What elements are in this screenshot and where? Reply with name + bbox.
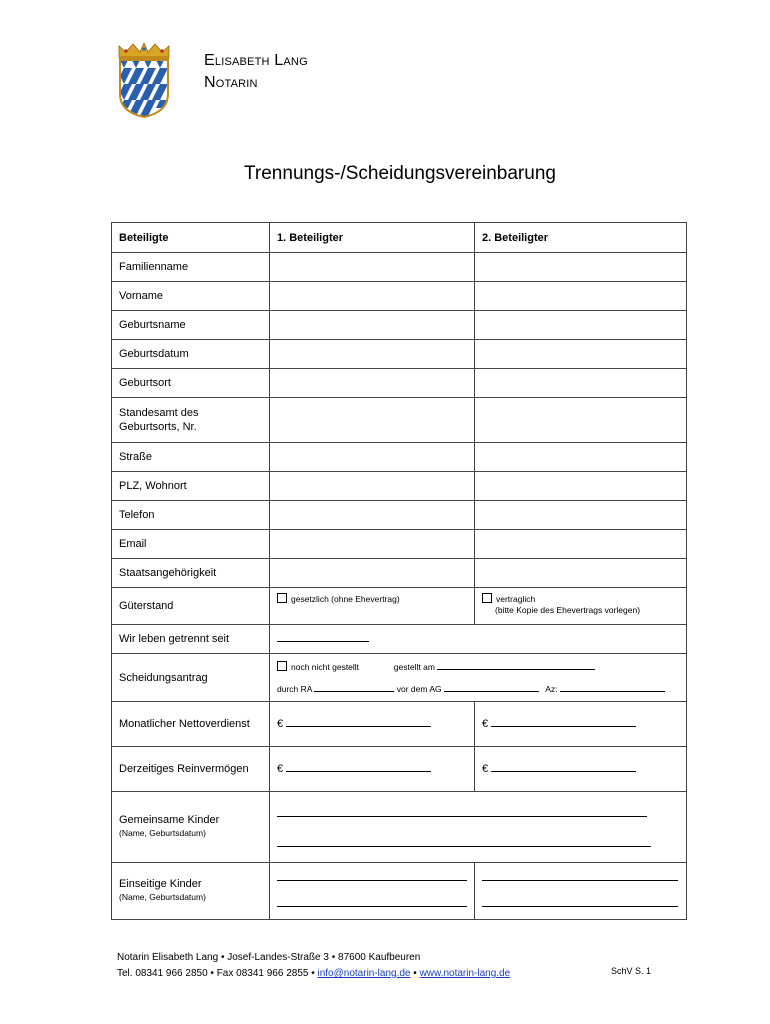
petition-not-filed-label: noch nicht gestellt bbox=[291, 661, 360, 672]
field-participant-1[interactable] bbox=[270, 340, 475, 369]
field-participant-1[interactable] bbox=[270, 443, 475, 472]
field-participant-2[interactable] bbox=[475, 501, 687, 530]
table-row bbox=[112, 530, 687, 559]
row-label: Geburtsname bbox=[112, 311, 270, 340]
row-label: Vorname bbox=[112, 282, 270, 311]
table-row bbox=[112, 559, 687, 588]
table-row bbox=[112, 369, 687, 398]
field-participant-2[interactable] bbox=[475, 398, 687, 443]
net-assets-row bbox=[112, 747, 687, 792]
separated-since-field[interactable] bbox=[270, 625, 687, 654]
net-assets-field-2[interactable] bbox=[475, 747, 687, 792]
gueterstand-label: Güterstand bbox=[112, 588, 270, 625]
row-label: Email bbox=[112, 530, 270, 559]
unilateral-children-field-2[interactable] bbox=[475, 863, 687, 920]
footer-phone-fax: Tel. 08341 966 2850 • Fax 08341 966 2855 • bbox=[117, 968, 318, 979]
field-participant-2[interactable] bbox=[475, 530, 687, 559]
footer-address: Notarin Elisabeth Lang • Josef-Landes-Straße 3 • 87600 Kaufbeuren bbox=[117, 952, 421, 963]
net-income-field-2[interactable] bbox=[475, 702, 687, 747]
row-label: Geburtsort bbox=[112, 369, 270, 398]
footer-contact bbox=[117, 966, 510, 982]
table-row bbox=[112, 501, 687, 530]
field-participant-2[interactable] bbox=[475, 559, 687, 588]
document-title: Trennungs-/Scheidungsvereinbarung bbox=[244, 163, 556, 184]
gueterstand-contract-note: (bitte Kopie des Ehevertrags vorlegen) bbox=[495, 605, 641, 615]
lawyer-field[interactable] bbox=[314, 691, 394, 692]
net-income-label: Monatlicher Nettoverdienst bbox=[112, 702, 270, 747]
footer-separator: • bbox=[410, 968, 420, 979]
table-row bbox=[112, 311, 687, 340]
lawyer-label: durch RA bbox=[277, 683, 312, 694]
divorce-petition-row bbox=[112, 654, 687, 702]
unilateral-children-label: Einseitige Kinder bbox=[119, 878, 202, 890]
euro-sign: € bbox=[277, 718, 284, 730]
net-income-row bbox=[112, 702, 687, 747]
field-participant-2[interactable] bbox=[475, 253, 687, 282]
case-number-label: Az: bbox=[545, 683, 558, 694]
header-participant-2: 2. Beteiligter bbox=[475, 223, 687, 253]
notary-name: Elisabeth Lang bbox=[204, 52, 308, 69]
bavarian-crest-icon bbox=[116, 42, 172, 118]
row-label: Geburtsdatum bbox=[112, 340, 270, 369]
common-children-row bbox=[112, 792, 687, 863]
table-row bbox=[112, 340, 687, 369]
gueterstand-cell-1 bbox=[270, 588, 475, 625]
field-participant-1[interactable] bbox=[270, 501, 475, 530]
header-participant-1: 1. Beteiligter bbox=[270, 223, 475, 253]
unilateral-children-label-cell bbox=[112, 863, 270, 920]
field-participant-1[interactable] bbox=[270, 282, 475, 311]
row-label: Staatsangehörigkeit bbox=[112, 559, 270, 588]
common-children-label: Gemeinsame Kinder bbox=[119, 814, 220, 826]
row-label: Straße bbox=[112, 443, 270, 472]
field-participant-1[interactable] bbox=[270, 530, 475, 559]
field-participant-2[interactable] bbox=[475, 282, 687, 311]
court-label: vor dem AG bbox=[396, 683, 442, 694]
field-participant-1[interactable] bbox=[270, 472, 475, 501]
field-participant-1[interactable] bbox=[270, 398, 475, 443]
separated-since-row bbox=[112, 625, 687, 654]
notary-name-block bbox=[204, 50, 308, 94]
gueterstand-legal-checkbox[interactable] bbox=[277, 593, 287, 603]
gueterstand-cell-2 bbox=[475, 588, 687, 625]
field-participant-2[interactable] bbox=[475, 369, 687, 398]
table-header-row bbox=[112, 223, 687, 253]
participants-form-table bbox=[111, 222, 687, 920]
table-row bbox=[112, 472, 687, 501]
divorce-petition-cell bbox=[270, 654, 687, 702]
field-participant-2[interactable] bbox=[475, 340, 687, 369]
petition-filed-on-label: gestellt am bbox=[393, 661, 435, 672]
field-participant-1[interactable] bbox=[270, 311, 475, 340]
common-children-field[interactable] bbox=[270, 792, 687, 863]
field-participant-1[interactable] bbox=[270, 369, 475, 398]
table-row bbox=[112, 253, 687, 282]
case-number-field[interactable] bbox=[560, 691, 665, 692]
unilateral-children-field-1[interactable] bbox=[270, 863, 475, 920]
gueterstand-row bbox=[112, 588, 687, 625]
row-label: Standesamt des Geburtsorts, Nr. bbox=[112, 398, 270, 443]
field-participant-1[interactable] bbox=[270, 559, 475, 588]
court-field[interactable] bbox=[444, 691, 539, 692]
euro-sign: € bbox=[482, 718, 489, 730]
net-assets-label: Derzeitiges Reinvermögen bbox=[112, 747, 270, 792]
gueterstand-legal-label: gesetzlich (ohne Ehevertrag) bbox=[291, 594, 400, 604]
table-row bbox=[112, 398, 687, 443]
euro-sign: € bbox=[482, 763, 489, 775]
divorce-petition-label: Scheidungsantrag bbox=[112, 654, 270, 702]
field-participant-1[interactable] bbox=[270, 253, 475, 282]
table-row bbox=[112, 282, 687, 311]
petition-not-filed-checkbox[interactable] bbox=[277, 661, 287, 671]
field-participant-2[interactable] bbox=[475, 311, 687, 340]
unilateral-children-row bbox=[112, 863, 687, 920]
field-participant-2[interactable] bbox=[475, 472, 687, 501]
separated-since-label: Wir leben getrennt seit bbox=[112, 625, 270, 654]
net-assets-field-1[interactable] bbox=[270, 747, 475, 792]
petition-filed-on-field[interactable] bbox=[437, 669, 595, 670]
gueterstand-contract-checkbox[interactable] bbox=[482, 593, 492, 603]
footer-email-link[interactable]: info@notarin-lang.de bbox=[317, 968, 411, 979]
footer bbox=[117, 950, 510, 982]
euro-sign: € bbox=[277, 763, 284, 775]
unilateral-children-sub: (Name, Geburtsdatum) bbox=[119, 892, 206, 902]
row-label: Familienname bbox=[112, 253, 270, 282]
table-row bbox=[112, 443, 687, 472]
row-label: PLZ, Wohnort bbox=[112, 472, 270, 501]
common-children-label-cell bbox=[112, 792, 270, 863]
header-participants: Beteiligte bbox=[112, 223, 270, 253]
net-income-field-1[interactable] bbox=[270, 702, 475, 747]
notary-title: Notarin bbox=[204, 74, 258, 91]
page-number: SchV S. 1 bbox=[611, 966, 652, 976]
footer-website-link[interactable]: www.notarin-lang.de bbox=[419, 968, 511, 979]
common-children-sub: (Name, Geburtsdatum) bbox=[119, 828, 206, 838]
gueterstand-contract-label: vertraglich bbox=[496, 594, 536, 604]
field-participant-2[interactable] bbox=[475, 443, 687, 472]
row-label: Telefon bbox=[112, 501, 270, 530]
